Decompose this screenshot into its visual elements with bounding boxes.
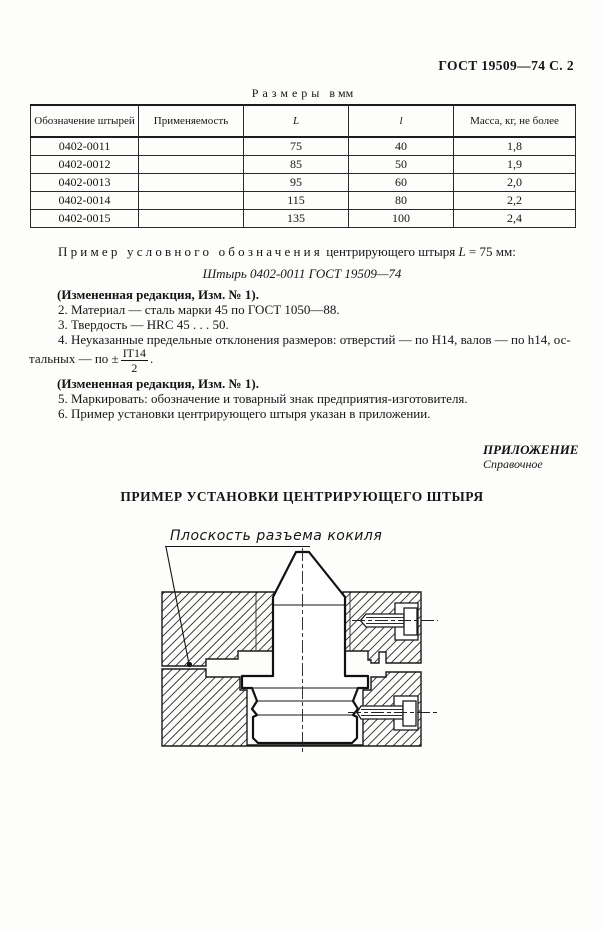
note-item-3: 3. Твердость — HRC 45 . . . 50. xyxy=(58,317,229,332)
cell-l: 40 xyxy=(349,137,454,156)
table-row xyxy=(31,156,576,174)
cell-L: 115 xyxy=(244,192,349,210)
appendix-type: Справочное xyxy=(483,456,543,471)
cell-l: 60 xyxy=(349,174,454,192)
cell-designation: 0402-0014 xyxy=(31,192,139,210)
note-item-4-prefix: тальных — по ± xyxy=(29,351,119,366)
upper-left-mold-block xyxy=(162,592,274,666)
amendment-note-2: (Измененная редакция, Изм. № 1). xyxy=(57,376,259,391)
cell-applicability xyxy=(139,174,244,192)
example-tail: = 75 мм: xyxy=(468,244,516,259)
cell-applicability xyxy=(139,137,244,156)
cell-mass: 2,2 xyxy=(454,192,576,210)
cell-applicability xyxy=(139,210,244,228)
table-row xyxy=(31,192,576,210)
pin-designation: Штырь 0402-0011 ГОСТ 19509—74 xyxy=(202,266,402,281)
table-row xyxy=(31,210,576,228)
cell-l: 100 xyxy=(349,210,454,228)
cell-mass: 1,9 xyxy=(454,156,576,174)
column-applicability: Применяемость xyxy=(139,105,244,137)
note-item-4-line-1: 4. Неуказанные предельные отклонения размеров: отверстий — по H14, валов — по h14, ос- xyxy=(58,332,571,347)
column-designation: Обозначение штырей xyxy=(31,105,139,137)
note-item-4-suffix: . xyxy=(150,351,154,366)
upper-screw-head xyxy=(404,608,417,635)
cell-applicability xyxy=(139,156,244,174)
column-l: l xyxy=(349,105,454,137)
table-row xyxy=(31,137,576,156)
table-title-unit: в мм xyxy=(329,86,354,100)
lower-screw-head xyxy=(403,701,416,726)
table-row xyxy=(31,174,576,192)
table-title-spaced: Размеры xyxy=(251,86,324,100)
column-mass: Масса, кг, не более xyxy=(454,105,576,137)
cell-L: 135 xyxy=(244,210,349,228)
fraction-numerator: IT14 xyxy=(122,346,147,360)
table-header-row xyxy=(31,105,576,137)
installation-drawing xyxy=(148,505,452,765)
example-middle: центрирующего штыря xyxy=(326,244,456,259)
page-header: ГОСТ 19509—74 С. 2 xyxy=(438,58,574,73)
cell-L: 95 xyxy=(244,174,349,192)
fraction-denominator: 2 xyxy=(131,361,138,375)
cell-L: 85 xyxy=(244,156,349,174)
cell-l: 80 xyxy=(349,192,454,210)
example-spaced: Пример условного обозначения xyxy=(58,244,323,259)
amendment-note-1: (Измененная редакция, Изм. № 1). xyxy=(57,287,259,302)
note-item-2: 2. Материал — сталь марки 45 по ГОСТ 1050—88. xyxy=(58,302,340,317)
figure-heading: ПРИМЕР УСТАНОВКИ ЦЕНТРИРУЮЩЕГО ШТЫРЯ xyxy=(120,489,484,504)
figure-label: Плоскость разъема кокиля xyxy=(170,528,383,544)
column-L: L xyxy=(244,105,349,137)
table-title xyxy=(30,86,575,101)
cell-designation: 0402-0012 xyxy=(31,156,139,174)
dimensions-table xyxy=(30,104,576,228)
cell-L: 75 xyxy=(244,137,349,156)
note-item-4-line-2 xyxy=(29,347,153,374)
cell-designation: 0402-0015 xyxy=(31,210,139,228)
note-item-5: 5. Маркировать: обозначение и товарный знак предприятия-изготовителя. xyxy=(58,391,468,406)
example-line xyxy=(58,244,516,260)
example-variable: L xyxy=(458,244,466,259)
cell-designation: 0402-0013 xyxy=(31,174,139,192)
cell-mass: 2,4 xyxy=(454,210,576,228)
cell-mass: 2,0 xyxy=(454,174,576,192)
leader-dot xyxy=(187,662,192,667)
cell-designation: 0402-0011 xyxy=(31,137,139,156)
cell-applicability xyxy=(139,192,244,210)
appendix-block xyxy=(483,443,578,472)
tolerance-fraction xyxy=(121,347,148,374)
note-item-6: 6. Пример установки центрирующего штыря указан в приложении. xyxy=(58,406,431,421)
cell-mass: 1,8 xyxy=(454,137,576,156)
appendix-label: ПРИЛОЖЕНИЕ xyxy=(483,442,579,457)
cell-l: 50 xyxy=(349,156,454,174)
